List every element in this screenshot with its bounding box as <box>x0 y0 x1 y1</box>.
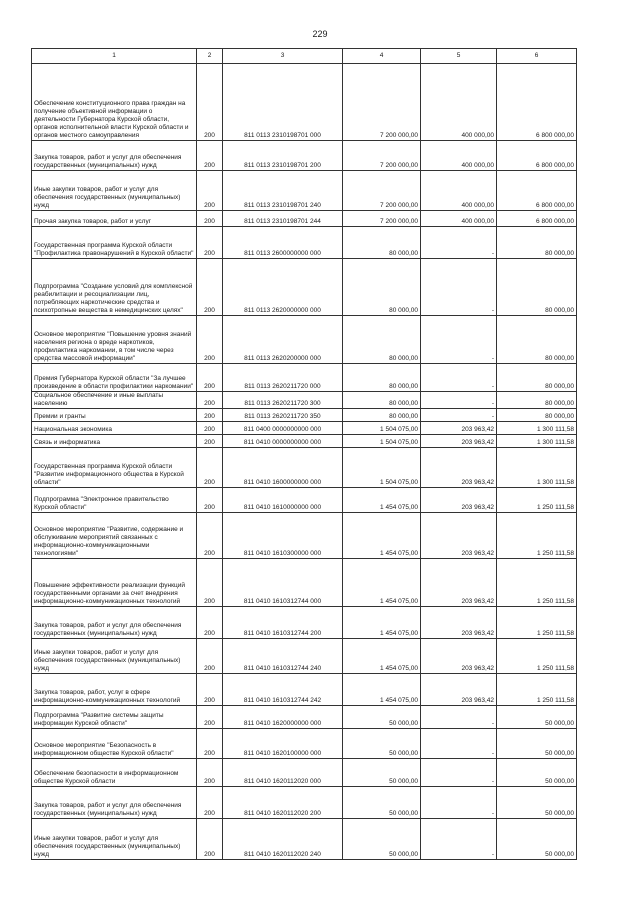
row-remaining-amount: 1 250 111,58 <box>497 674 577 706</box>
row-classification: 811 0410 1610312744 000 <box>223 559 343 607</box>
row-name: Премия Губернатора Курской области "За лучшее произведение в области профилактики наркомании" <box>32 364 197 392</box>
row-code: 200 <box>197 607 223 639</box>
row-name: Государственная программа Курской области "Развитие информационного общества в Курской области" <box>32 448 197 488</box>
row-executed-amount: - <box>421 364 497 392</box>
row-approved-amount: 1 504 075,00 <box>343 435 421 448</box>
row-executed-amount: 203 963,42 <box>421 435 497 448</box>
row-code: 200 <box>197 141 223 171</box>
row-code: 200 <box>197 316 223 364</box>
row-code: 200 <box>197 171 223 211</box>
table-row <box>32 559 577 607</box>
row-name: Связь и информатика <box>32 435 197 448</box>
row-code: 200 <box>197 559 223 607</box>
row-remaining-amount: 6 800 000,00 <box>497 211 577 227</box>
row-name: Прочая закупка товаров, работ и услуг <box>32 211 197 227</box>
row-approved-amount: 50 000,00 <box>343 787 421 819</box>
row-name: Иные закупки товаров, работ и услуг для обеспечения государственных (муниципальных) нужд <box>32 171 197 211</box>
row-name: Социальное обеспечение и иные выплаты населению <box>32 392 197 409</box>
row-name: Закупка товаров, работ и услуг для обеспечения государственных (муниципальных) нужд <box>32 607 197 639</box>
table-row <box>32 259 577 316</box>
table-row <box>32 488 577 513</box>
table-row <box>32 227 577 259</box>
row-classification: 811 0113 2310198701 244 <box>223 211 343 227</box>
row-name: Иные закупки товаров, работ и услуг для обеспечения государственных (муниципальных) нужд <box>32 639 197 674</box>
row-remaining-amount: 6 800 000,00 <box>497 64 577 141</box>
row-approved-amount: 50 000,00 <box>343 729 421 759</box>
row-classification: 811 0113 2310198701 240 <box>223 171 343 211</box>
row-remaining-amount: 6 800 000,00 <box>497 171 577 211</box>
table-row <box>32 392 577 409</box>
row-executed-amount: 203 963,42 <box>421 674 497 706</box>
table-row <box>32 448 577 488</box>
row-executed-amount: 400 000,00 <box>421 64 497 141</box>
row-remaining-amount: 50 000,00 <box>497 819 577 860</box>
row-name: Закупка товаров, работ, услуг в сфере информационно-коммуникационных технологий <box>32 674 197 706</box>
column-header: 5 <box>421 49 497 64</box>
row-executed-amount: - <box>421 227 497 259</box>
row-executed-amount: - <box>421 316 497 364</box>
row-executed-amount: - <box>421 392 497 409</box>
row-executed-amount: 400 000,00 <box>421 211 497 227</box>
table-row <box>32 316 577 364</box>
row-remaining-amount: 1 300 111,58 <box>497 435 577 448</box>
row-code: 200 <box>197 227 223 259</box>
row-classification: 811 0113 2600000000 000 <box>223 227 343 259</box>
row-approved-amount: 80 000,00 <box>343 227 421 259</box>
row-executed-amount: 203 963,42 <box>421 639 497 674</box>
row-remaining-amount: 1 250 111,58 <box>497 559 577 607</box>
row-classification: 811 0113 2620000000 000 <box>223 259 343 316</box>
row-code: 200 <box>197 211 223 227</box>
table-row <box>32 639 577 674</box>
row-approved-amount: 50 000,00 <box>343 819 421 860</box>
row-code: 200 <box>197 392 223 409</box>
table-header-row <box>32 49 577 64</box>
table-row <box>32 141 577 171</box>
row-remaining-amount: 50 000,00 <box>497 759 577 787</box>
row-code: 200 <box>197 488 223 513</box>
row-executed-amount: - <box>421 729 497 759</box>
row-approved-amount: 80 000,00 <box>343 409 421 422</box>
table-row <box>32 211 577 227</box>
row-classification: 811 0410 1610000000 000 <box>223 488 343 513</box>
row-executed-amount: - <box>421 706 497 729</box>
row-name: Основное мероприятие "Развитие, содержание и обслуживание мероприятий связанных с информационно-коммуникационными технологиями" <box>32 513 197 559</box>
row-executed-amount: - <box>421 759 497 787</box>
row-approved-amount: 7 200 000,00 <box>343 141 421 171</box>
row-approved-amount: 50 000,00 <box>343 706 421 729</box>
row-classification: 811 0400 0000000000 000 <box>223 422 343 435</box>
row-executed-amount: 203 963,42 <box>421 559 497 607</box>
row-name: Повышение эффективности реализации функций государственными органами за счет внедрения информационно-коммуникационных технологий <box>32 559 197 607</box>
table-row <box>32 513 577 559</box>
row-approved-amount: 1 454 075,00 <box>343 559 421 607</box>
row-classification: 811 0410 1610312744 200 <box>223 607 343 639</box>
row-code: 200 <box>197 639 223 674</box>
row-executed-amount: 400 000,00 <box>421 171 497 211</box>
row-classification: 811 0113 2620211720 350 <box>223 409 343 422</box>
table-row <box>32 64 577 141</box>
row-approved-amount: 1 504 075,00 <box>343 422 421 435</box>
row-classification: 811 0113 2310198701 200 <box>223 141 343 171</box>
row-code: 200 <box>197 448 223 488</box>
row-remaining-amount: 80 000,00 <box>497 259 577 316</box>
row-approved-amount: 1 454 075,00 <box>343 607 421 639</box>
row-remaining-amount: 1 300 111,58 <box>497 422 577 435</box>
row-executed-amount: - <box>421 409 497 422</box>
row-classification: 811 0410 1620112020 200 <box>223 787 343 819</box>
row-executed-amount: 203 963,42 <box>421 488 497 513</box>
row-classification: 811 0113 2620200000 000 <box>223 316 343 364</box>
row-code: 200 <box>197 409 223 422</box>
row-code: 200 <box>197 422 223 435</box>
row-remaining-amount: 1 250 111,58 <box>497 639 577 674</box>
row-remaining-amount: 1 250 111,58 <box>497 607 577 639</box>
row-name: Национальная экономика <box>32 422 197 435</box>
table-row <box>32 759 577 787</box>
row-remaining-amount: 50 000,00 <box>497 729 577 759</box>
row-executed-amount: - <box>421 787 497 819</box>
row-code: 200 <box>197 819 223 860</box>
row-remaining-amount: 80 000,00 <box>497 392 577 409</box>
row-code: 200 <box>197 435 223 448</box>
row-name: Государственная программа Курской области "Профилактика правонарушений в Курской области" <box>32 227 197 259</box>
row-name: Премии и гранты <box>32 409 197 422</box>
row-remaining-amount: 1 300 111,58 <box>497 448 577 488</box>
column-header: 6 <box>497 49 577 64</box>
row-approved-amount: 80 000,00 <box>343 316 421 364</box>
row-approved-amount: 7 200 000,00 <box>343 211 421 227</box>
table-row <box>32 409 577 422</box>
row-approved-amount: 1 504 075,00 <box>343 448 421 488</box>
row-code: 200 <box>197 706 223 729</box>
row-name: Основное мероприятие "Безопасность в информационном обществе Курской области" <box>32 729 197 759</box>
row-remaining-amount: 6 800 000,00 <box>497 141 577 171</box>
budget-execution-table <box>31 48 577 860</box>
table-row <box>32 364 577 392</box>
row-executed-amount: 203 963,42 <box>421 448 497 488</box>
table-body <box>32 64 577 860</box>
table-row <box>32 819 577 860</box>
row-remaining-amount: 80 000,00 <box>497 364 577 392</box>
row-classification: 811 0410 1610300000 000 <box>223 513 343 559</box>
row-classification: 811 0410 1620000000 000 <box>223 706 343 729</box>
column-header: 1 <box>32 49 197 64</box>
row-classification: 811 0410 1620112020 000 <box>223 759 343 787</box>
row-remaining-amount: 80 000,00 <box>497 316 577 364</box>
row-approved-amount: 1 454 075,00 <box>343 488 421 513</box>
row-name: Иные закупки товаров, работ и услуг для обеспечения государственных (муниципальных) нужд <box>32 819 197 860</box>
row-name: Закупка товаров, работ и услуг для обеспечения государственных (муниципальных) нужд <box>32 787 197 819</box>
row-remaining-amount: 80 000,00 <box>497 409 577 422</box>
row-code: 200 <box>197 729 223 759</box>
row-classification: 811 0410 0000000000 000 <box>223 435 343 448</box>
row-classification: 811 0113 2310198701 000 <box>223 64 343 141</box>
row-executed-amount: 203 963,42 <box>421 607 497 639</box>
row-name: Подпрограмма "Развитие системы защиты информации Курской области" <box>32 706 197 729</box>
row-remaining-amount: 50 000,00 <box>497 706 577 729</box>
row-executed-amount: - <box>421 259 497 316</box>
row-approved-amount: 80 000,00 <box>343 392 421 409</box>
row-code: 200 <box>197 64 223 141</box>
table-row <box>32 729 577 759</box>
column-header: 2 <box>197 49 223 64</box>
column-header: 3 <box>223 49 343 64</box>
row-executed-amount: - <box>421 819 497 860</box>
table-row <box>32 607 577 639</box>
row-classification: 811 0113 2620211720 300 <box>223 392 343 409</box>
row-name: Подпрограмма "Электронное правительство Курской области" <box>32 488 197 513</box>
row-executed-amount: 203 963,42 <box>421 513 497 559</box>
row-approved-amount: 7 200 000,00 <box>343 171 421 211</box>
row-code: 200 <box>197 364 223 392</box>
row-classification: 811 0410 1620100000 000 <box>223 729 343 759</box>
row-remaining-amount: 1 250 111,58 <box>497 488 577 513</box>
table-row <box>32 435 577 448</box>
row-code: 200 <box>197 787 223 819</box>
row-name: Обеспечение безопасности в информационном обществе Курской области <box>32 759 197 787</box>
row-name: Закупка товаров, работ и услуг для обеспечения государственных (муниципальных) нужд <box>32 141 197 171</box>
row-executed-amount: 203 963,42 <box>421 422 497 435</box>
row-executed-amount: 400 000,00 <box>421 141 497 171</box>
row-name: Обеспечение конституционного права граждан на получение объективной информации о деятельности Губернатора Курской области, органов исполнительной власти Курской области и органов местного самоуправления <box>32 64 197 141</box>
row-remaining-amount: 80 000,00 <box>497 227 577 259</box>
row-code: 200 <box>197 674 223 706</box>
row-name: Основное мероприятие "Повышение уровня знаний населения региона о вреде наркотиков, профилактика наркомании, в том числе через средства массовой информации" <box>32 316 197 364</box>
row-approved-amount: 1 454 075,00 <box>343 674 421 706</box>
row-classification: 811 0410 1600000000 000 <box>223 448 343 488</box>
row-code: 200 <box>197 259 223 316</box>
table-row <box>32 706 577 729</box>
row-classification: 811 0410 1620112020 240 <box>223 819 343 860</box>
row-approved-amount: 1 454 075,00 <box>343 513 421 559</box>
row-approved-amount: 80 000,00 <box>343 364 421 392</box>
row-code: 200 <box>197 759 223 787</box>
row-code: 200 <box>197 513 223 559</box>
row-approved-amount: 1 454 075,00 <box>343 639 421 674</box>
table-row <box>32 674 577 706</box>
row-remaining-amount: 1 250 111,58 <box>497 513 577 559</box>
column-header: 4 <box>343 49 421 64</box>
row-remaining-amount: 50 000,00 <box>497 787 577 819</box>
row-name: Подпрограмма "Создание условий для комплексной реабилитации и ресоциализации лиц, потребляющих наркотические средства и психотропные вещества в немедицинских целях" <box>32 259 197 316</box>
row-approved-amount: 80 000,00 <box>343 259 421 316</box>
row-approved-amount: 50 000,00 <box>343 759 421 787</box>
row-classification: 811 0410 1610312744 240 <box>223 639 343 674</box>
page-number: 229 <box>312 29 328 39</box>
row-classification: 811 0113 2620211720 000 <box>223 364 343 392</box>
table-row <box>32 171 577 211</box>
table-row <box>32 422 577 435</box>
table-row <box>32 787 577 819</box>
row-approved-amount: 7 200 000,00 <box>343 64 421 141</box>
row-classification: 811 0410 1610312744 242 <box>223 674 343 706</box>
